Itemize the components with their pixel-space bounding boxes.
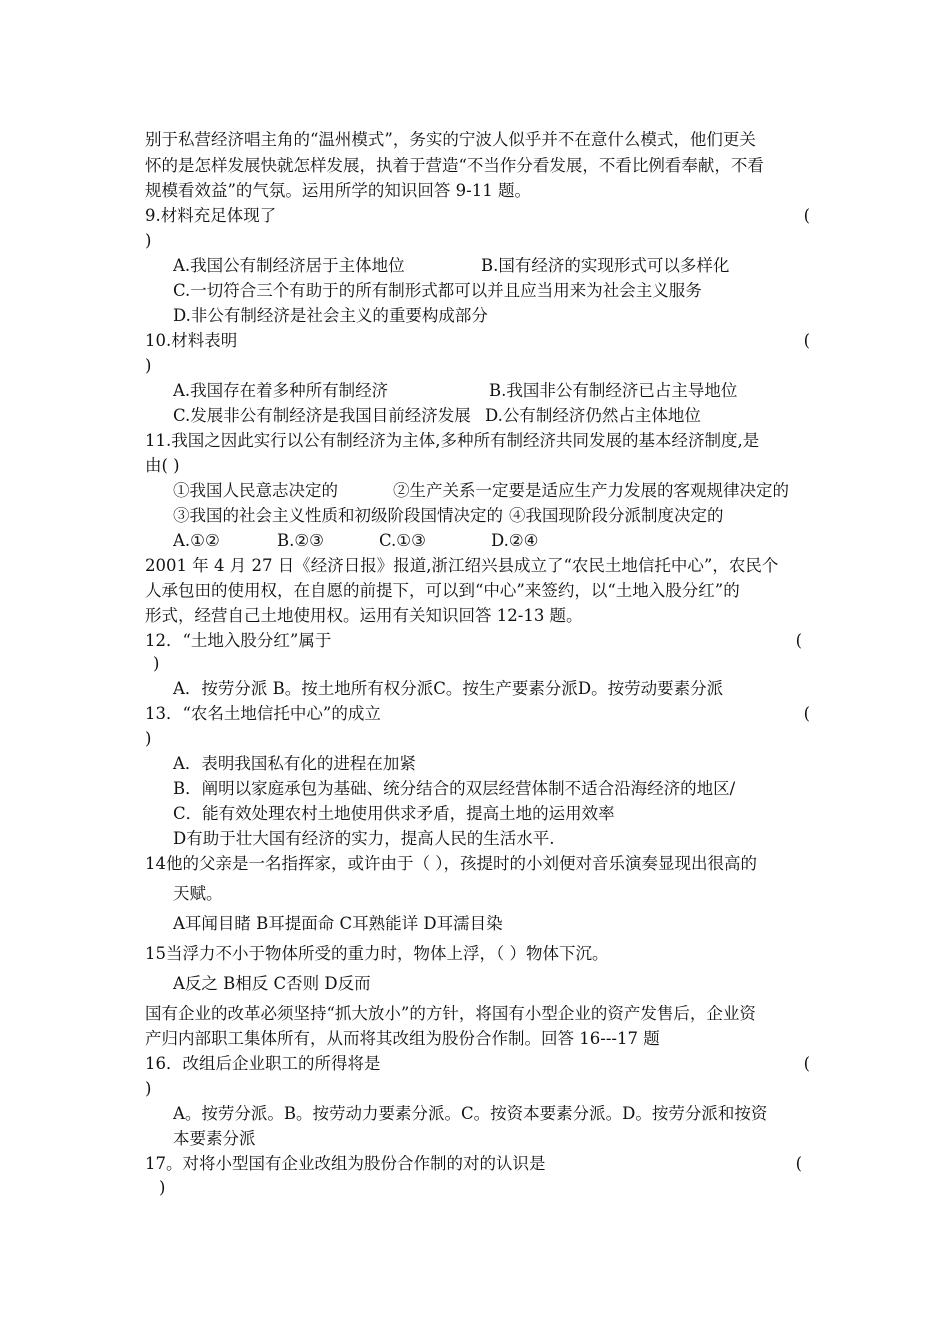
answer-paren-open: (: [803, 704, 810, 723]
answer-paren-open: (: [795, 1154, 802, 1173]
option-b: B.国有经济的实现形式可以多样化: [481, 256, 730, 275]
option-a: A.①②: [173, 531, 220, 550]
statements-row: [173, 504, 810, 528]
question-17: [145, 1152, 810, 1176]
question-stem: 12．“土地入股分红”属于: [145, 631, 332, 650]
answer-paren-close: ): [145, 356, 152, 375]
question-9: [145, 204, 810, 228]
options-row: [173, 254, 810, 278]
answer-paren-close: ): [153, 654, 160, 673]
passage-line: 形式，经营自己土地使用权。运用有关知识回答 12-13 题。: [145, 606, 583, 625]
question-12: [145, 629, 810, 653]
option-a: A．表明我国私有化的进程在加紧: [173, 754, 416, 773]
answer-paren-close: ): [159, 1178, 166, 1197]
passage-line: 国有企业的改革必须坚持“抓大放小”的方针，将国有小型企业的资产发售后，企业资: [145, 1004, 756, 1023]
question-14-cont: 天赋。: [173, 884, 223, 903]
question-stem: 16．改组后企业职工的所得将是: [145, 1054, 381, 1073]
options-row: [173, 379, 810, 403]
question-15: 15当浮力不小于物体所受的重力时，物体上浮，（ ）物体下沉。: [145, 944, 609, 963]
options-row: A．按劳分派 B。按土地所有权分派C。按生产要素分派D。按劳动要素分派: [173, 679, 724, 698]
option-b: B．阐明以家庭承包为基础、统分结合的双层经营体制不适合沿海经济的地区/: [173, 779, 736, 798]
passage-line: 规模看效益”的气氛。运用所学的知识回答 9-11 题。: [145, 181, 531, 200]
passage-line: 2001 年 4 月 27 日《经济日报》报道,浙江绍兴县成立了“农民土地信托中心”，农民个: [145, 556, 779, 575]
statement-4: ④我国现阶段分派制度决定的: [509, 506, 724, 525]
question-11-cont: 由( ): [145, 456, 180, 475]
option-c: C.①③: [379, 531, 426, 550]
passage-line: 怀的是怎样发展快就怎样发展，执着于营造“不当作分看发展，不看比例看奉献，不看: [145, 156, 764, 175]
option-c: C.一切符合三个有助于的所有制形式都可以并且应当用来为社会主义服务: [173, 281, 702, 300]
option-a: A.我国公有制经济居于主体地位: [173, 256, 405, 275]
options-row: A。按劳分派。B。按劳动力要素分派。C。按资本要素分派。D。按劳分派和按资: [173, 1104, 768, 1123]
answer-paren-close: ): [145, 231, 152, 250]
statement-3: ③我国的社会主义性质和初级阶段国情决定的: [173, 506, 503, 525]
option-d: D.②④: [491, 531, 539, 550]
statements-row: [173, 479, 810, 503]
options-row: A耳闻目睹 B耳提面命 C耳熟能详 D耳濡目染: [173, 914, 503, 933]
option-d: D有助于壮大国有经济的实力，提高人民的生活水平.: [173, 829, 555, 848]
statement-2: ②生产关系一定要是适应生产力发展的客观规律决定的: [393, 481, 789, 500]
question-13: [145, 702, 810, 726]
option-b: B.我国非公有制经济已占主导地位: [489, 381, 738, 400]
question-11: 11.我国之因此实行以公有制经济为主体,多种所有制经济共同发展的基本经济制度,是: [145, 431, 760, 450]
option-c: C．能有效处理农村土地使用供求矛盾，提高土地的运用效率: [173, 804, 615, 823]
question-stem: 9.材料充足体现了: [145, 206, 277, 225]
answer-paren-open: (: [803, 206, 810, 225]
question-stem: 17。对将小型国有企业改组为股份合作制的对的认识是: [145, 1154, 546, 1173]
options-row: A反之 B相反 C否则 D反而: [173, 974, 371, 993]
answer-paren-open: (: [795, 631, 802, 650]
options-row: [173, 404, 810, 428]
option-d: D.公有制经济仍然占主体地位: [485, 406, 701, 425]
options-row-cont: 本要素分派: [173, 1129, 256, 1148]
question-stem: 13．“农名土地信托中心”的成立: [145, 704, 381, 723]
options-row: [173, 529, 810, 553]
statement-1: ①我国人民意志决定的: [173, 481, 338, 500]
option-d: D.非公有制经济是社会主义的重要构成部分: [173, 306, 488, 325]
passage-line: 产归内部职工集体所有，从而将其改组为股份合作制。回答 16---17 题: [145, 1029, 660, 1048]
question-14: 14他的父亲是一名指挥家，或许由于（ ），孩提时的小刘便对音乐演奏显现出很高的: [145, 854, 757, 873]
question-10: [145, 329, 810, 353]
question-stem: 10.材料表明: [145, 331, 238, 350]
passage-line: 别于私营经济唱主角的“温州模式”，务实的宁波人似乎并不在意什么模式，他们更关: [145, 130, 756, 149]
option-c: C.发展非公有制经济是我国目前经济发展: [173, 406, 471, 425]
question-16: [145, 1052, 810, 1076]
answer-paren-open: (: [803, 1054, 810, 1073]
answer-paren-open: (: [803, 331, 810, 350]
answer-paren-close: ): [145, 1079, 152, 1098]
option-a: A.我国存在着多种所有制经济: [173, 381, 389, 400]
passage-line: 人承包田的使用权，在自愿的前提下，可以到“中心”来签约，以“土地入股分红”的: [145, 581, 740, 600]
option-b: B.②③: [277, 531, 324, 550]
answer-paren-close: ): [145, 729, 152, 748]
